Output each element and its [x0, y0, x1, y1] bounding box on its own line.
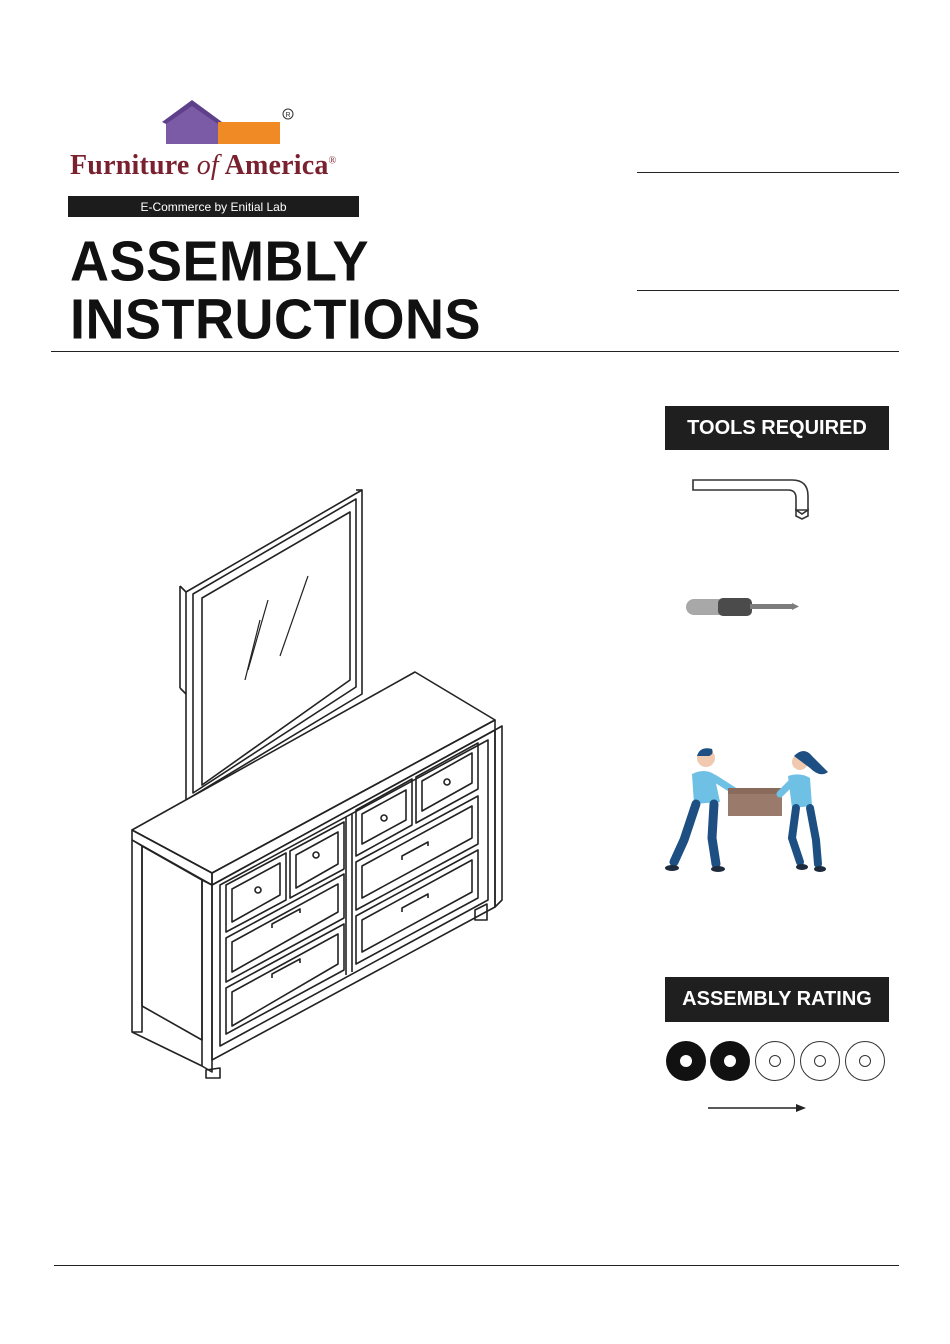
blank-line-top	[637, 172, 899, 173]
registered-mark: ®	[328, 155, 337, 167]
footer-divider	[54, 1265, 899, 1266]
tools-required-heading: TOOLS REQUIRED	[665, 406, 889, 450]
rating-dot-4-empty	[800, 1041, 840, 1081]
rating-dot-3-empty	[755, 1041, 795, 1081]
allen-key-icon	[690, 476, 814, 520]
brand-name-of: of	[196, 150, 219, 181]
brand-house-logo	[160, 96, 300, 148]
rating-dot-5-empty	[845, 1041, 885, 1081]
rating-dot-1-filled	[666, 1041, 706, 1081]
header-divider	[51, 351, 899, 352]
title-line-1: ASSEMBLY	[70, 229, 370, 293]
title-line-2: INSTRUCTIONS	[70, 287, 481, 351]
blank-line-bottom	[637, 290, 899, 291]
brand-name-main: Furniture	[70, 150, 190, 181]
brand-name	[70, 150, 336, 182]
screwdriver-icon	[684, 594, 802, 620]
arrow-right-icon	[706, 1101, 808, 1115]
two-person-lift-icon	[664, 744, 836, 874]
brand-name-tail: America	[224, 150, 329, 181]
brand-tagline: E-Commerce by Enitial Lab	[68, 196, 359, 217]
rating-dot-2-filled	[710, 1041, 750, 1081]
svg-text:R: R	[285, 112, 291, 119]
assembly-rating-heading: ASSEMBLY RATING	[665, 977, 889, 1022]
dresser-mirror-illustration	[120, 480, 510, 1090]
